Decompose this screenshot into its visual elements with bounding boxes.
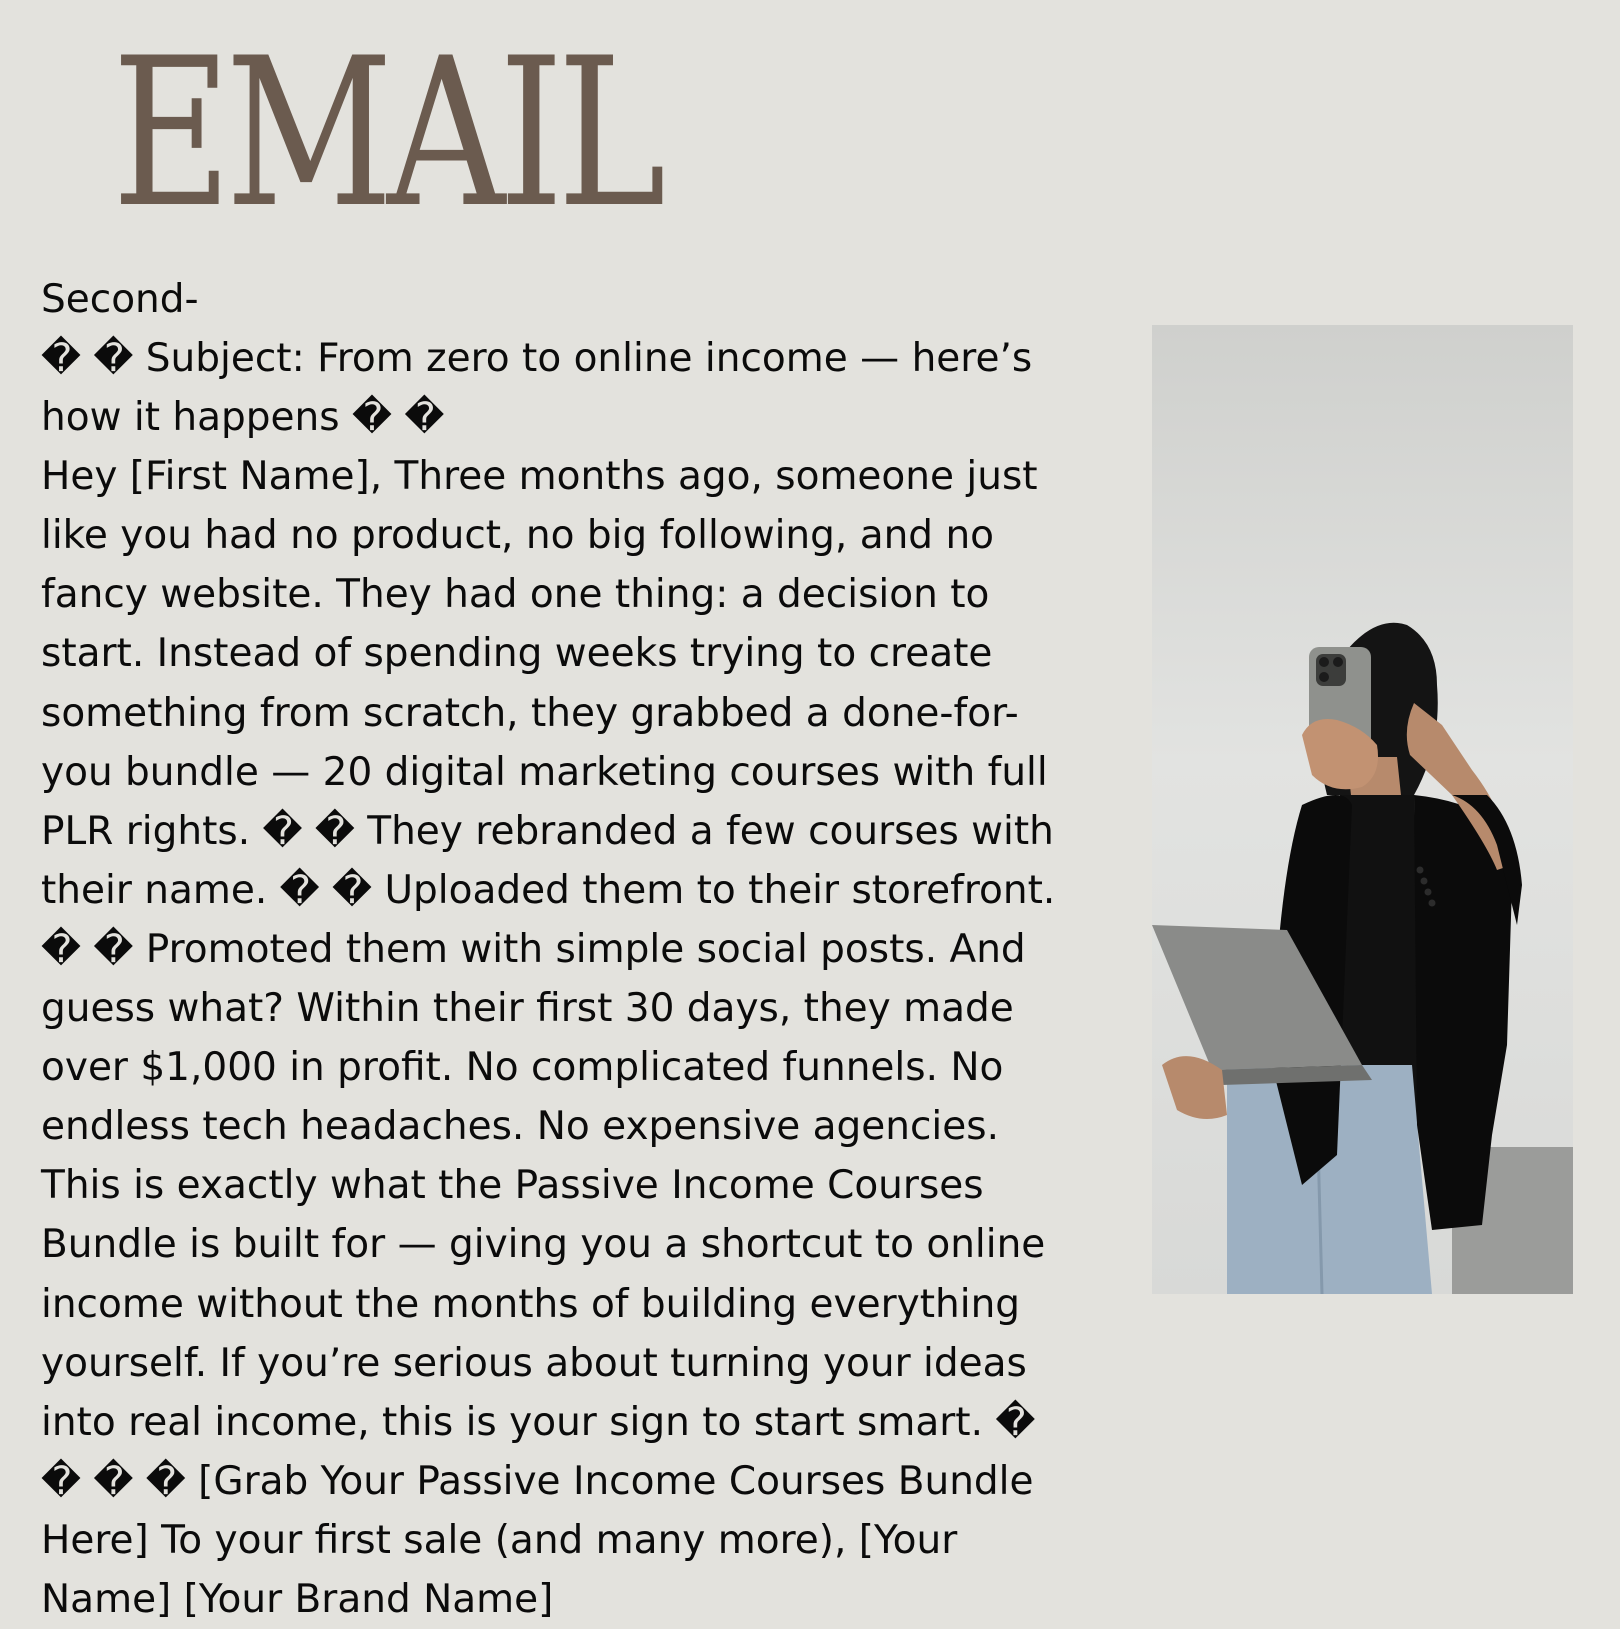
page-title: EMAIL [112, 15, 660, 253]
email-label: Second- [41, 277, 199, 322]
email-body: � � Subject: From zero to online income — here’s how it happens � � Hey [First Name], Three months ago, someone just like you had no product, no big following, and no fancy website. They had one thing: a decision to start. Instead of spending weeks trying to create something from scratch, they grabbed a done-for- you bundle — 20 digital marketing courses with full PLR rights. � � They rebranded a few courses with their name. � � Uploaded them to their storefront. � � Promoted them with simple social posts. And guess what? Within their first 30 days, they made over $1,000 in profit. No complicated funnels. No endless tech headaches. No expensive agencies. This is exactly what the Passive Income Courses Bundle is built for — giving you a shortcut to online income without the months of building everything yourself. If you’re serious about turning your ideas into real income, this is your sign to start smart. � � � � [Grab Your Passive Income Courses Bundle Here] To your first sale (and many more), [Your Name] [Your Brand Name] [41, 336, 1056, 1622]
woman-with-laptop-photo [1152, 325, 1573, 1294]
